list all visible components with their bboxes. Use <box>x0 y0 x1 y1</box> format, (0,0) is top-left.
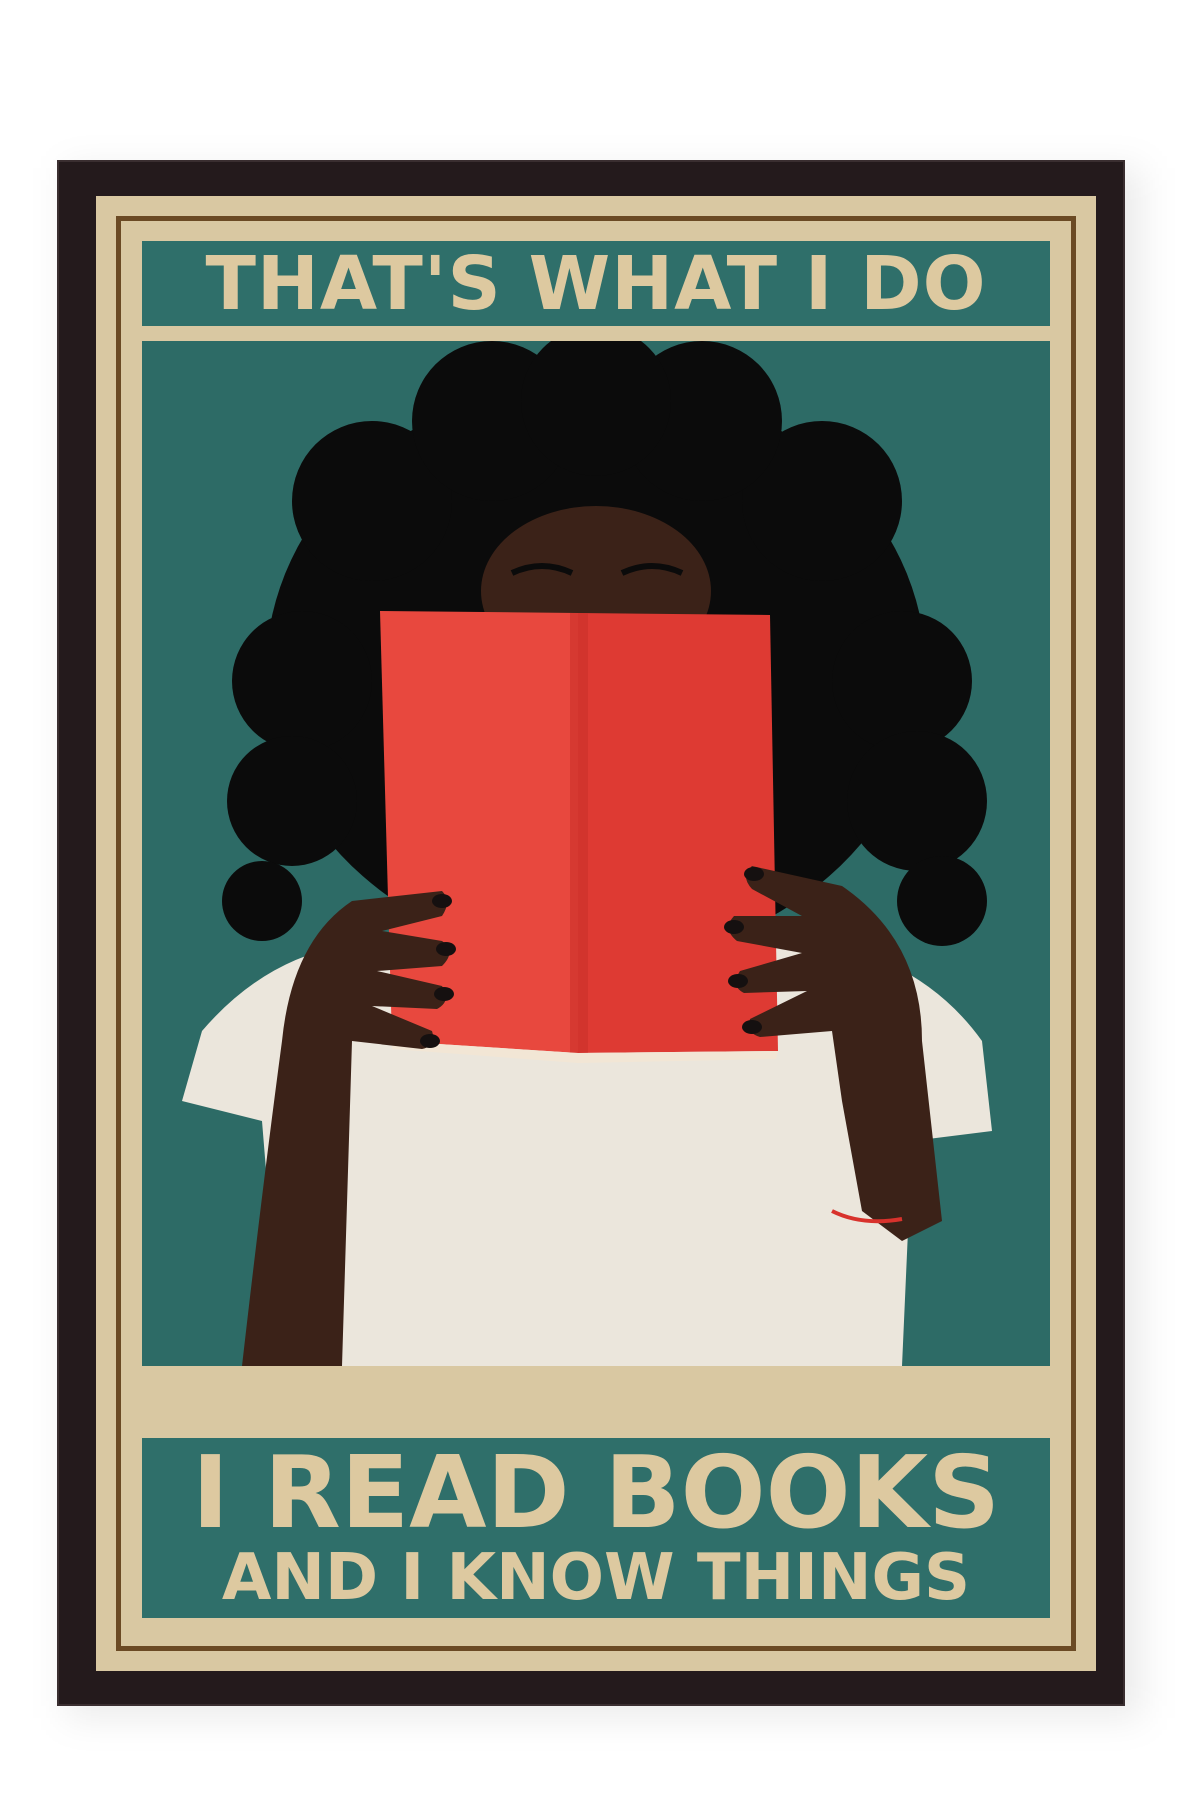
poster <box>96 196 1096 1671</box>
title-band <box>142 241 1050 326</box>
illustration-scene <box>142 341 1050 1366</box>
poster-title: THAT'S WHAT I DO <box>205 240 987 327</box>
reading-woman-illustration <box>142 341 1050 1366</box>
caption-band <box>142 1434 1050 1618</box>
caption-line-1: I READ BOOKS <box>191 1434 1001 1551</box>
caption-line-2: AND I KNOW THINGS <box>221 1541 971 1615</box>
